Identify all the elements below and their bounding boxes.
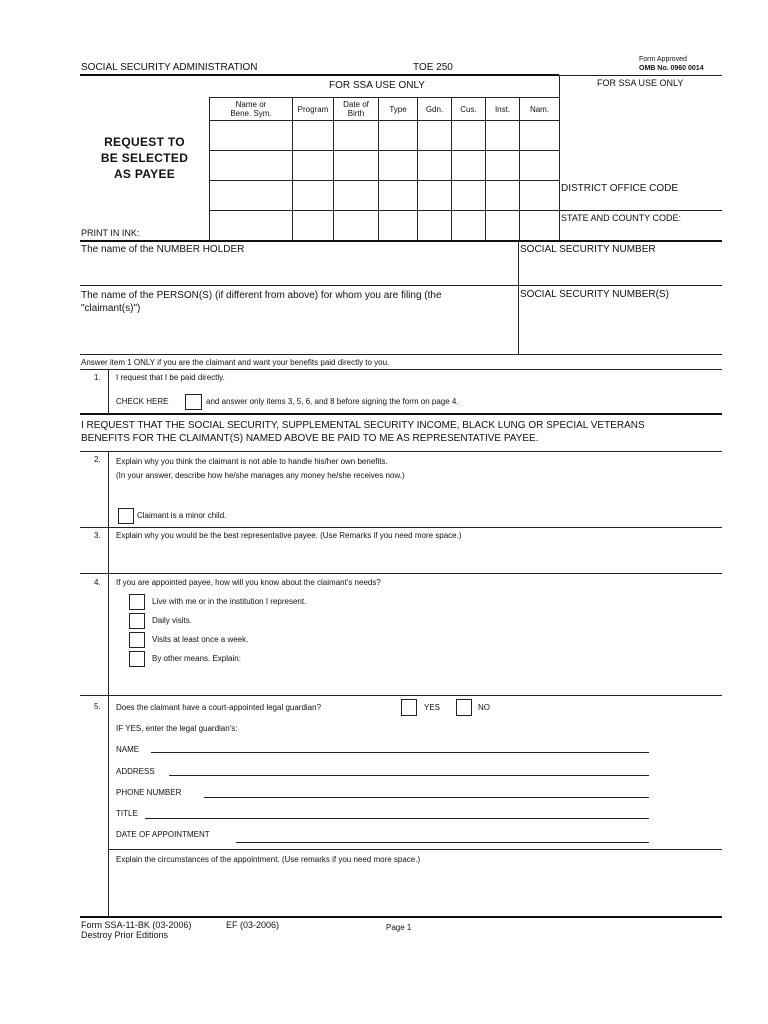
agency-name: SOCIAL SECURITY ADMINISTRATION	[81, 62, 258, 73]
item4-option2-label: Daily visits.	[152, 616, 193, 625]
grid-header-nam: Nam.	[529, 105, 550, 114]
grid-header-inst: Inst.	[494, 105, 511, 114]
appointment-explain-label: Explain the circumstances of the appointment. (Use remarks if you need more space.)	[116, 855, 421, 864]
ssa-use-only-label: FOR SSA USE ONLY	[329, 80, 425, 91]
destroy-prior-editions: Destroy Prior Editions	[81, 930, 169, 940]
grid-header-program: Program	[297, 105, 329, 114]
guardian-no-label: NO	[478, 703, 490, 712]
grid-header-cus: Cus.	[460, 105, 477, 114]
request-statement: I REQUEST THAT THE SOCIAL SECURITY, SUPPLEMENTAL SECURITY INCOME, BLACK LUNG OR SPECIAL VETERANS BENEFITS FOR THE CLAIMANT(S) NAMED ABOVE BE PAID TO ME AS REPRESENTATIVE PAYEE.	[81, 420, 645, 444]
form-approved-label: Form Approved	[639, 56, 687, 63]
guardian-phone-field[interactable]	[204, 797, 649, 798]
item3-number: 3.	[94, 531, 101, 540]
state-county-code-label: STATE AND COUNTY CODE:	[561, 213, 682, 223]
item4-option3-label: Visits at least once a week.	[152, 635, 249, 644]
ssa-use-only-right-label: FOR SSA USE ONLY	[597, 78, 684, 88]
item4-option3-checkbox[interactable]	[129, 632, 145, 648]
district-office-code-label: DISTRICT OFFICE CODE	[561, 183, 679, 194]
grid-header-dob: Date of Birth	[343, 100, 369, 118]
guardian-address-label: ADDRESS	[116, 767, 155, 776]
item5-question: Does the claimant have a court-appointed legal guardian?	[116, 703, 322, 712]
omb-number: OMB No. 0960 0014	[639, 65, 704, 72]
page-number: Page 1	[386, 923, 412, 932]
grid-header-gdn: Gdn.	[425, 105, 444, 114]
grid-header-type: Type	[389, 105, 407, 114]
guardian-date-label: DATE OF APPOINTMENT	[116, 830, 210, 839]
item1-text: I request that I be paid directly.	[116, 373, 225, 382]
guardian-name-label: NAME	[116, 745, 140, 754]
guardian-title-label: TITLE	[116, 809, 138, 818]
guardian-date-field[interactable]	[236, 842, 649, 843]
guardian-name-field[interactable]	[151, 752, 649, 753]
item4-number: 4.	[94, 578, 101, 587]
item4-option4-label: By other means. Explain:	[152, 654, 241, 663]
item4-option2-checkbox[interactable]	[129, 613, 145, 629]
ssns-label: SOCIAL SECURITY NUMBER(S)	[520, 289, 669, 300]
item5-number: 5.	[94, 702, 101, 711]
form-id: Form SSA-11-BK (03-2006)	[81, 920, 192, 930]
item4-option1-label: Live with me or in the institution I represent.	[152, 597, 307, 606]
number-holder-label: The name of the NUMBER HOLDER	[81, 244, 245, 255]
form-title: REQUEST TO BE SELECTED AS PAYEE	[100, 135, 189, 181]
guardian-yes-checkbox[interactable]	[401, 699, 417, 716]
item4-option4-checkbox[interactable]	[129, 651, 145, 667]
print-in-ink-label: PRINT IN INK:	[81, 228, 140, 238]
check-here-label: CHECK HERE	[116, 397, 169, 406]
persons-label: The name of the PERSON(S) (if different from above) for whom you are filing (the "claimant(s)")	[81, 290, 442, 314]
guardian-no-checkbox[interactable]	[456, 699, 472, 716]
guardian-address-field[interactable]	[169, 775, 649, 776]
item3-text: Explain why you would be the best representative payee. (Use Remarks if you need more space.)	[116, 531, 462, 540]
item4-option1-checkbox[interactable]	[129, 594, 145, 610]
item1-checkbox[interactable]	[185, 394, 202, 410]
grid-header-name: Name or Bene. Sym.	[230, 100, 272, 118]
form-code: TOE 250	[413, 62, 453, 73]
item4-text: If you are appointed payee, how will you know about the claimant's needs?	[116, 578, 381, 587]
if-yes-label: IF YES, enter the legal guardian's:	[116, 724, 238, 733]
guardian-phone-label: PHONE NUMBER	[116, 788, 182, 797]
item2-text: Explain why you think the claimant is not able to handle his/her own benefits. (In your answer, describe how he/she manages any money he/she receives now.)	[116, 457, 405, 480]
item1-check-after: and answer only items 3, 5, 6, and 8 before signing the form on page 4.	[206, 397, 459, 406]
ssn-label: SOCIAL SECURITY NUMBER	[520, 244, 656, 255]
minor-child-label: Claimant is a minor child.	[137, 511, 227, 520]
item1-number: 1.	[94, 373, 101, 382]
answer-note: Answer item 1 ONLY if you are the claimant and want your benefits paid directly to you.	[81, 358, 390, 367]
guardian-yes-label: YES	[424, 703, 441, 712]
item2-number: 2.	[94, 455, 101, 464]
ef-date: EF (03-2006)	[226, 920, 280, 930]
minor-child-checkbox[interactable]	[118, 508, 134, 524]
guardian-title-field[interactable]	[145, 818, 649, 819]
